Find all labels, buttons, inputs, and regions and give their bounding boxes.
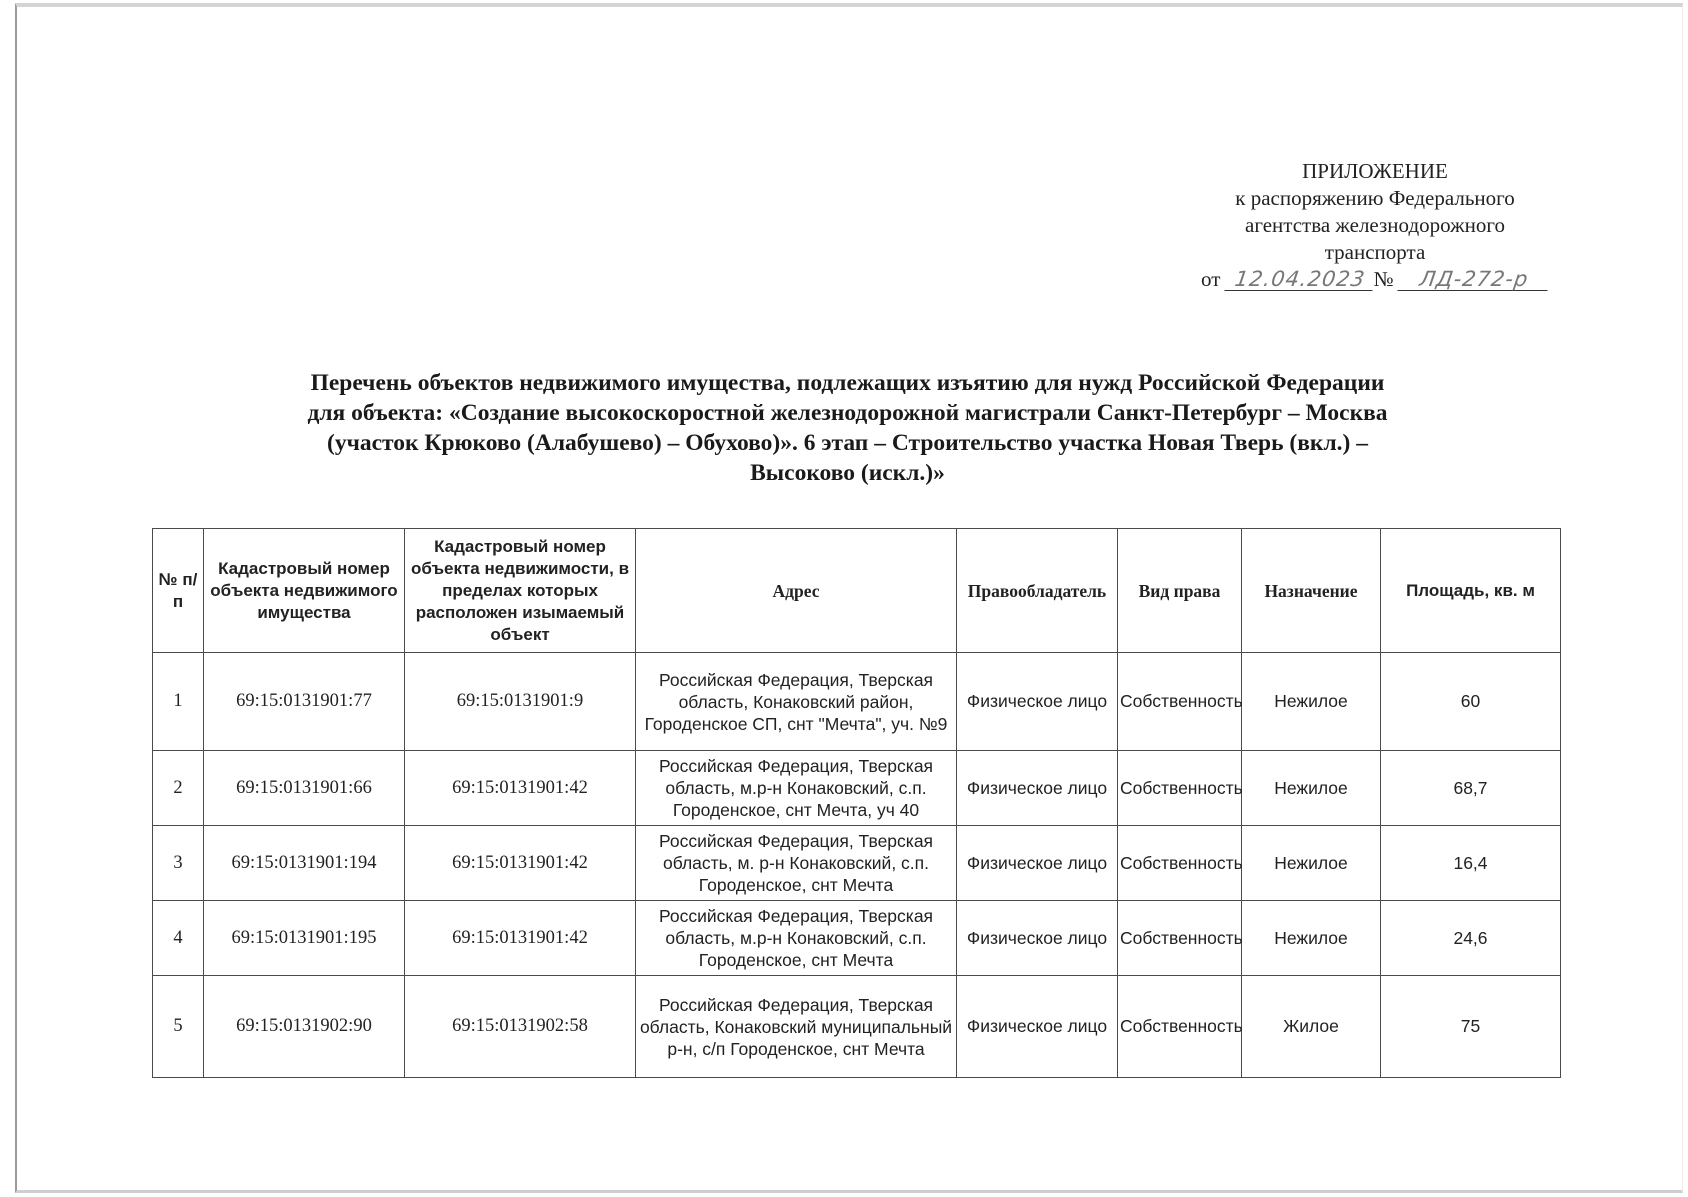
cell-cadastral-parent: 69:15:0131901:42	[405, 901, 636, 976]
cell-address: Российская Федерация, Тверская область, Конаковский муниципальный р-н, с/п Городенское, снт Мечта	[636, 976, 957, 1078]
header-address: Адрес	[636, 529, 957, 653]
property-registry-table	[152, 528, 1561, 1078]
cell-address: Российская Федерация, Тверская область, м.р-н Конаковский, с.п. Городенское, снт Мечта	[636, 901, 957, 976]
header-purpose: Назначение	[1242, 529, 1381, 653]
cell-right-type: Собственность	[1118, 826, 1242, 901]
title-line-2: для объекта: «Создание высокоскоростной железнодорожной магистрали Санкт-Петербург – Москва	[307, 400, 1388, 426]
table-row	[153, 976, 1561, 1078]
cell-num: 5	[153, 976, 204, 1078]
header-cadastral-object: Кадастровый номер объекта недвижимого имущества	[204, 529, 405, 653]
cell-cadastral-object: 69:15:0131901:194	[204, 826, 405, 901]
table-row	[153, 751, 1561, 826]
handwritten-order-number: ЛД-272-р	[1397, 268, 1550, 291]
cell-address: Российская Федерация, Тверская область, м. р-н Конаковский, с.п. Городенское, снт Мечта	[636, 826, 957, 901]
cell-address: Российская Федерация, Тверская область, Конаковский район, Городенское СП, снт "Мечта", уч. №9	[636, 653, 957, 751]
cell-cadastral-object: 69:15:0131901:77	[204, 653, 405, 751]
header-cadastral-parent: Кадастровый номер объекта недвижимости, в пределах которых расположен изымаемый объект	[405, 529, 636, 653]
header-area: Площадь, кв. м	[1381, 529, 1561, 653]
header-num: № п/п	[153, 529, 204, 653]
document-title	[215, 368, 1480, 488]
cell-cadastral-parent: 69:15:0131902:58	[405, 976, 636, 1078]
cell-area: 60	[1381, 653, 1561, 751]
cell-owner: Физическое лицо	[957, 751, 1118, 826]
header-right-type: Вид права	[1118, 529, 1242, 653]
appendix-line-1: к распоряжению Федерального	[1235, 186, 1515, 210]
cell-right-type: Собственность	[1118, 901, 1242, 976]
appendix-reference-line	[1170, 266, 1580, 293]
cell-cadastral-parent: 69:15:0131901:42	[405, 751, 636, 826]
cell-purpose: Жилое	[1242, 976, 1381, 1078]
cell-owner: Физическое лицо	[957, 976, 1118, 1078]
appendix-line-3: транспорта	[1324, 240, 1426, 264]
cell-num: 3	[153, 826, 204, 901]
cell-purpose: Нежилое	[1242, 826, 1381, 901]
cell-cadastral-parent: 69:15:0131901:42	[405, 826, 636, 901]
appendix-heading: ПРИЛОЖЕНИЕ	[1302, 159, 1448, 183]
cell-area: 75	[1381, 976, 1561, 1078]
number-prefix: №	[1373, 267, 1394, 291]
cell-area: 24,6	[1381, 901, 1561, 976]
cell-area: 68,7	[1381, 751, 1561, 826]
cell-num: 1	[153, 653, 204, 751]
table-header-row	[153, 529, 1561, 653]
table-row	[153, 653, 1561, 751]
appendix-line-2: агентства железнодорожного	[1245, 213, 1505, 237]
cell-address: Российская Федерация, Тверская область, м.р-н Конаковский, с.п. Городенское, снт Мечта, уч 40	[636, 751, 957, 826]
cell-purpose: Нежилое	[1242, 653, 1381, 751]
cell-area: 16,4	[1381, 826, 1561, 901]
cell-cadastral-parent: 69:15:0131901:9	[405, 653, 636, 751]
title-line-3: (участок Крюково (Алабушево) – Обухово)». 6 этап – Строительство участка Новая Тверь (вкл.) –	[327, 430, 1368, 456]
table-row	[153, 826, 1561, 901]
cell-owner: Физическое лицо	[957, 653, 1118, 751]
handwritten-date: 12.04.2023	[1224, 268, 1375, 291]
header-owner: Правообладатель	[957, 529, 1118, 653]
cell-right-type: Собственность	[1118, 751, 1242, 826]
cell-owner: Физическое лицо	[957, 901, 1118, 976]
table-row	[153, 901, 1561, 976]
cell-purpose: Нежилое	[1242, 901, 1381, 976]
cell-num: 4	[153, 901, 204, 976]
cell-cadastral-object: 69:15:0131901:195	[204, 901, 405, 976]
cell-num: 2	[153, 751, 204, 826]
cell-right-type: Собственность	[1118, 976, 1242, 1078]
title-line-1: Перечень объектов недвижимого имущества, подлежащих изъятию для нужд Российской Федерации	[310, 370, 1385, 396]
cell-owner: Физическое лицо	[957, 826, 1118, 901]
cell-cadastral-object: 69:15:0131902:90	[204, 976, 405, 1078]
title-line-4: Высоково (искл.)»	[750, 460, 945, 486]
cell-cadastral-object: 69:15:0131901:66	[204, 751, 405, 826]
cell-right-type: Собственность	[1118, 653, 1242, 751]
appendix-block	[1170, 158, 1580, 293]
cell-purpose: Нежилое	[1242, 751, 1381, 826]
date-prefix: от	[1201, 267, 1221, 291]
